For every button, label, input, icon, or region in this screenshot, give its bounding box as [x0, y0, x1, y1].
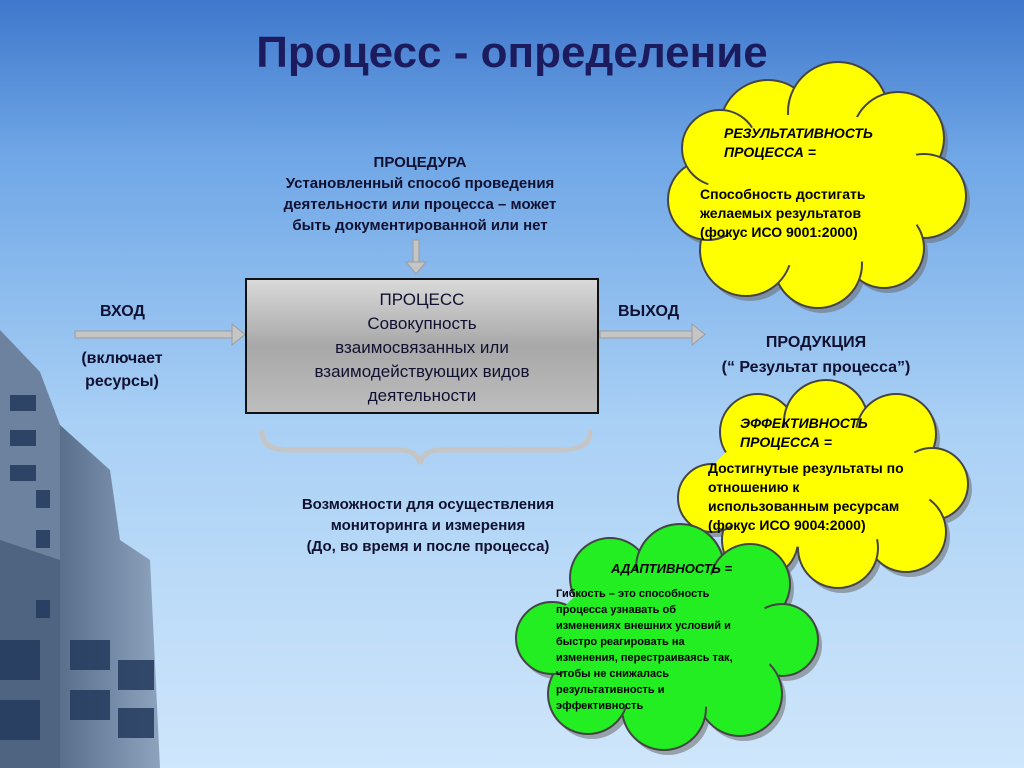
- input-note: [60, 347, 184, 393]
- adaptivity-body-line: результативность и: [556, 684, 665, 696]
- building-image: [0, 330, 160, 768]
- adaptivity-body-line: изменения, перестраиваясь так,: [556, 652, 733, 664]
- procedure-line: деятельности или процесса – может: [283, 196, 557, 213]
- process-box: [245, 278, 599, 414]
- procedure-line: Установленный способ проведения: [285, 175, 555, 192]
- efficiency-body-line: отношению к: [708, 479, 800, 495]
- effectiveness-body-line: желаемых результатов: [700, 205, 862, 221]
- monitoring-line: мониторинга и измерения: [330, 517, 526, 534]
- efficiency-title: [740, 414, 940, 452]
- adaptivity-body: [556, 586, 792, 714]
- product-text: [688, 330, 944, 380]
- adaptivity-body-line: процесса узнавать об: [556, 604, 677, 616]
- procedure-line: быть документированной или нет: [292, 217, 548, 234]
- efficiency-body: [708, 459, 954, 535]
- process-line: деятельности: [367, 386, 477, 405]
- adaptivity-body-line: Гибкость – это способность: [556, 588, 710, 600]
- effectiveness-body-line: Способность достигать: [700, 186, 866, 202]
- process-line: Совокупность: [367, 314, 477, 333]
- page-title: Процесс - определение: [256, 28, 768, 77]
- process-heading: ПРОЦЕСС: [379, 290, 465, 309]
- procedure-text: [230, 152, 610, 236]
- adaptivity-body-line: эффективность: [556, 700, 644, 712]
- monitoring-text: [262, 494, 594, 557]
- procedure-heading: ПРОЦЕДУРА: [373, 154, 467, 171]
- input-note-line: ресурсы): [85, 373, 159, 390]
- procedure-arrow: [406, 240, 426, 274]
- adaptivity-body-line: быстро реагировать на: [556, 636, 685, 648]
- adaptivity-title: АДАПТИВНОСТЬ =: [611, 561, 733, 576]
- efficiency-body-line: использованным ресурсам: [708, 498, 900, 514]
- process-line: взаимодействующих видов: [314, 362, 530, 381]
- monitoring-brace: [262, 432, 590, 464]
- effectiveness-body-line: (фокус ИСО 9001:2000): [700, 224, 858, 240]
- product-line: (“ Результат процесса”): [721, 359, 911, 376]
- adaptivity-body-line: чтобы не снижалась: [556, 668, 669, 680]
- product-heading: ПРОДУКЦИЯ: [765, 334, 867, 351]
- effectiveness-body: [700, 185, 930, 242]
- monitoring-line: Возможности для осуществления: [301, 496, 555, 513]
- efficiency-title-line: ЭФФЕКТИВНОСТЬ: [740, 415, 868, 431]
- input-label: ВХОД: [100, 303, 145, 320]
- effectiveness-title-line: ПРОЦЕССА =: [724, 144, 816, 160]
- input-note-line: (включает: [81, 350, 163, 367]
- adaptivity-body-line: изменениях внешних условий и: [556, 620, 731, 632]
- efficiency-body-line: (фокус ИСО 9004:2000): [708, 517, 866, 533]
- input-arrow: [75, 324, 245, 345]
- process-line: взаимосвязанных или: [335, 338, 509, 357]
- effectiveness-title: [724, 124, 934, 162]
- efficiency-body-line: Достигнутые результаты по: [708, 460, 904, 476]
- effectiveness-title-line: РЕЗУЛЬТАТИВНОСТЬ: [724, 125, 873, 141]
- output-label: ВЫХОД: [618, 303, 680, 320]
- monitoring-line: (До, во время и после процесса): [306, 538, 550, 555]
- efficiency-title-line: ПРОЦЕССА =: [740, 434, 832, 450]
